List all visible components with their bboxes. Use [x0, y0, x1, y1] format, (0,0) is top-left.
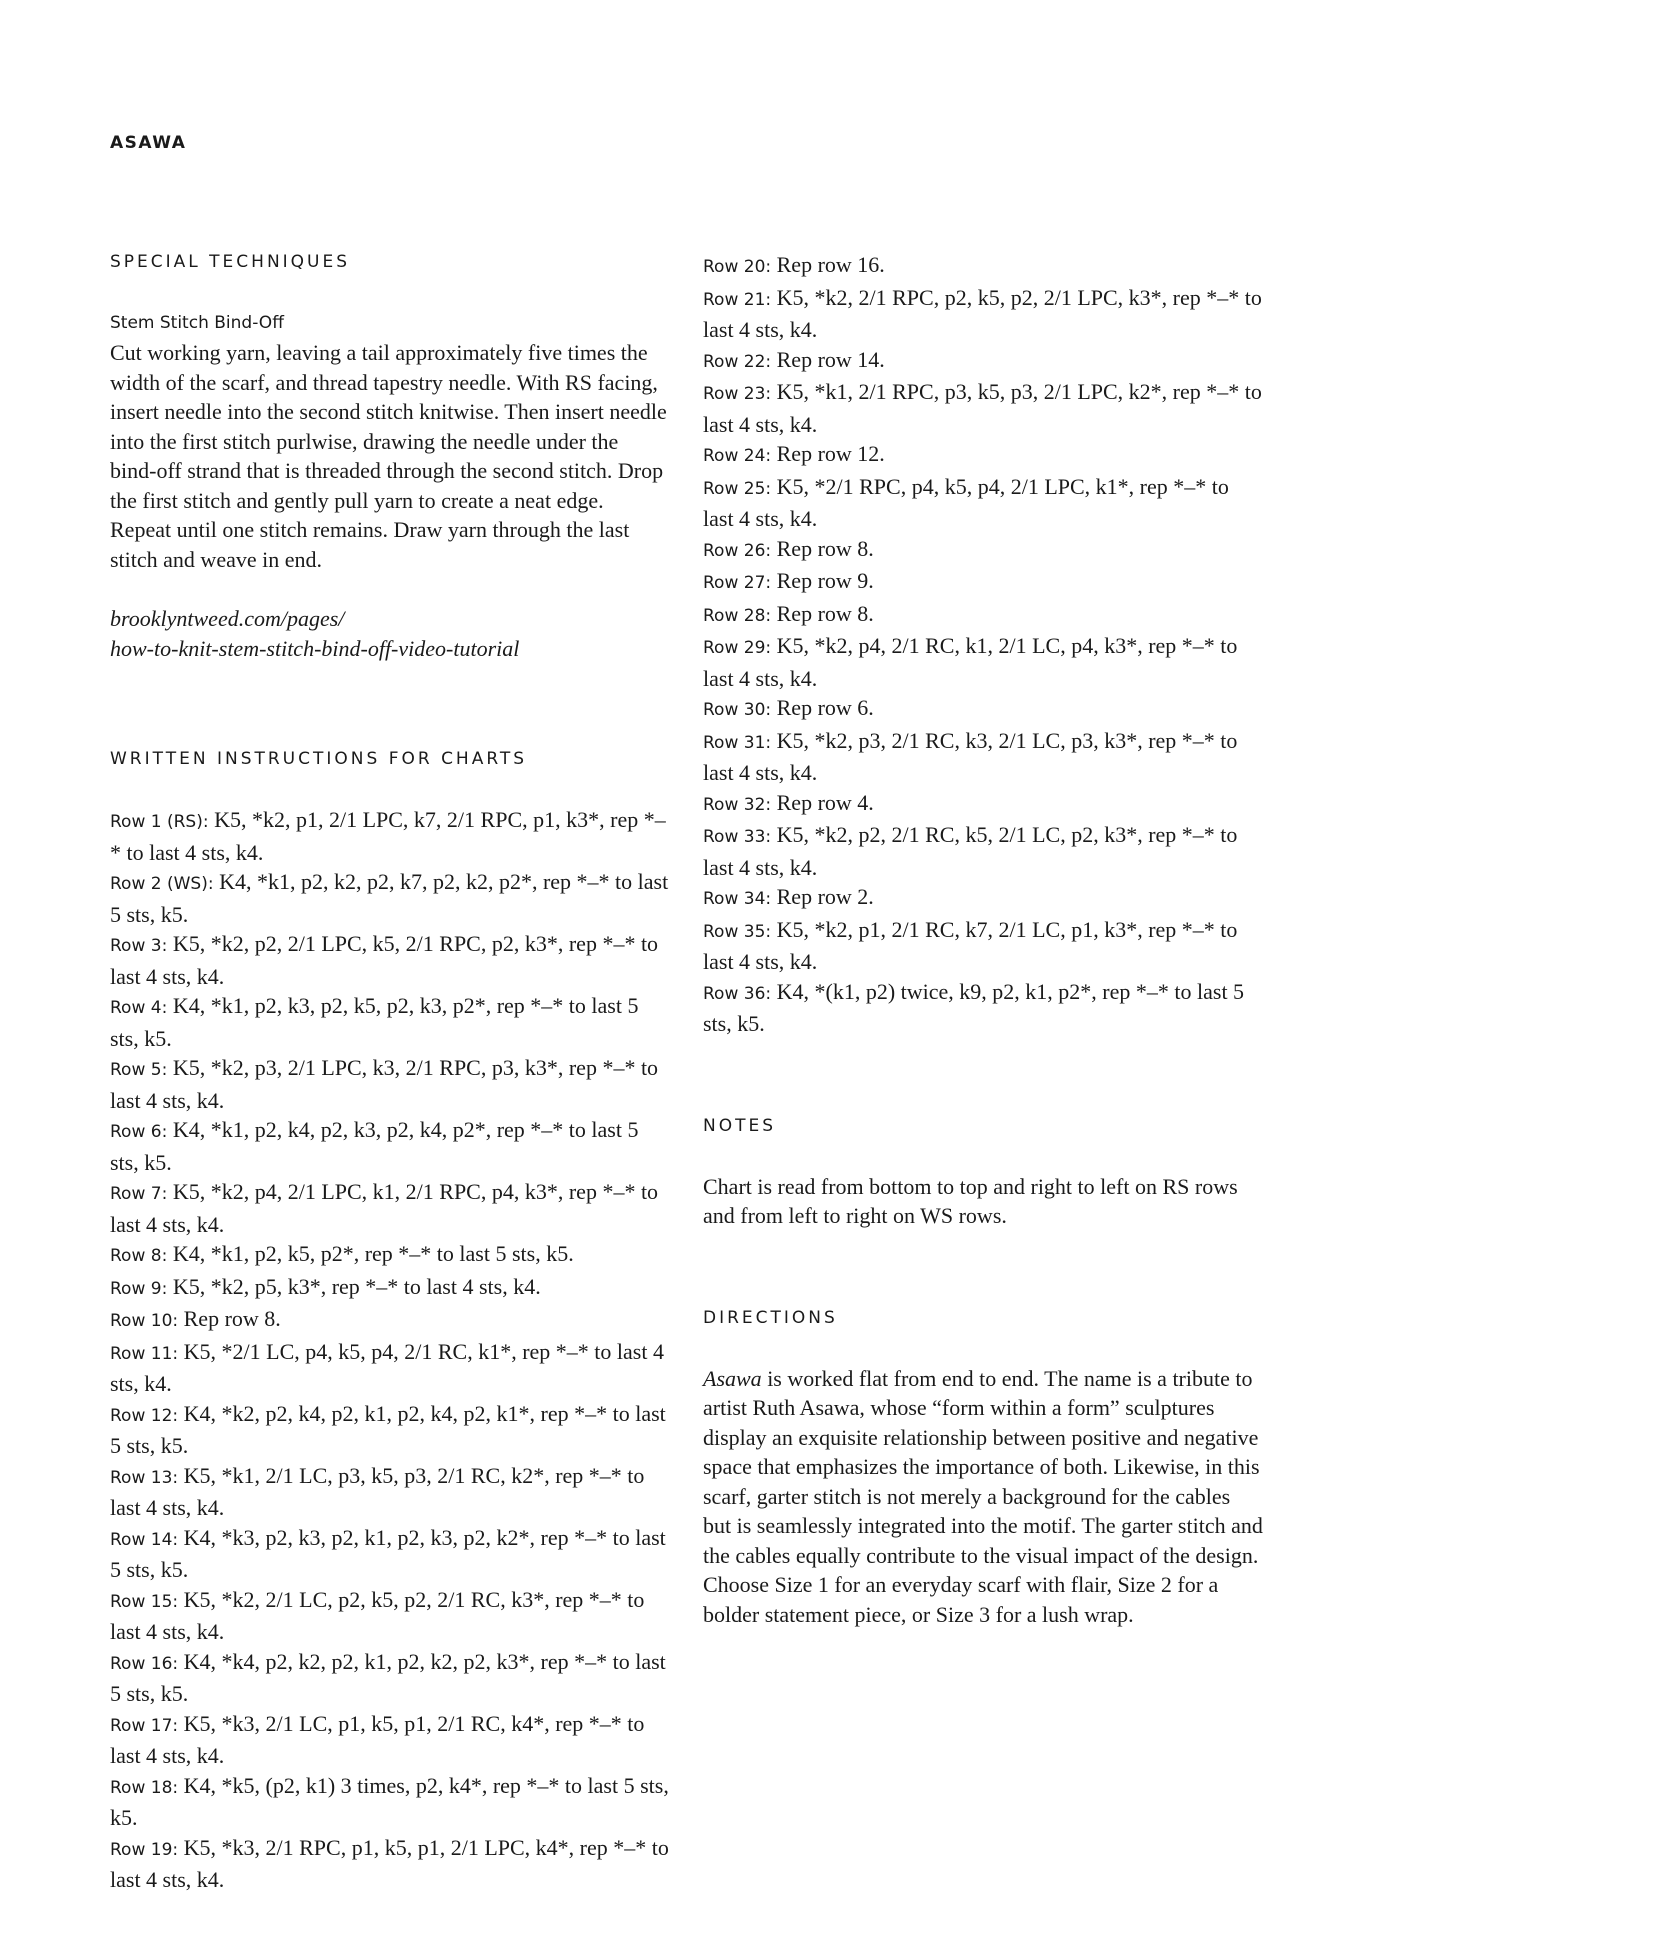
row-label: Row 11:: [110, 1343, 179, 1364]
row-label: Row 29:: [703, 638, 772, 658]
instruction-row: [110, 991, 670, 1053]
instruction-row: [110, 1399, 670, 1461]
row-label: Row 34:: [703, 889, 772, 909]
row-text: K5, *k2, p4, 2/1 LPC, k1, 2/1 RPC, p4, k3*, rep *–* to last 4 sts, k4.: [110, 1179, 659, 1237]
instruction-rows-left: [110, 805, 670, 1895]
tutorial-link-line2[interactable]: how-to-knit-stem-stitch-bind-off-video-tutorial: [110, 635, 520, 661]
row-text: K4, *k1, p2, k5, p2*, rep *–* to last 5 sts, k5.: [167, 1241, 574, 1266]
row-text: K4, *k2, p2, k4, p2, k1, p2, k4, p2, k1*, rep *–* to last 5 sts, k5.: [110, 1400, 666, 1458]
instruction-row: [110, 1461, 670, 1523]
row-label: Row 20:: [703, 257, 772, 277]
row-text: Rep row 9.: [771, 568, 874, 593]
directions-section: [703, 1306, 1263, 1630]
instruction-row: [703, 599, 1263, 632]
notes-section: [703, 1114, 1263, 1231]
instruction-row: [110, 929, 670, 991]
row-label: Row 25:: [703, 478, 772, 499]
row-label: Row 12:: [110, 1405, 179, 1426]
row-label: Row 36:: [703, 983, 772, 1004]
row-label: Row 17:: [110, 1715, 179, 1736]
stem-stitch-body: Cut working yarn, leaving a tail approximately five times the width of the scarf, and thread tapestry needle. With RS facing, insert needle into the second stitch knitwise. Then insert needle into the first stitch purlwise, drawing the needle under the bind-off strand that is threaded through the second stitch. Drop the first stitch and gently pull yarn to create a neat edge. Repeat until one stitch remains. Draw yarn through the last stitch and weave in end.: [110, 340, 667, 572]
row-text: K5, *k2, p3, 2/1 RC, k3, 2/1 LC, p3, k3*, rep *–* to last 4 sts, k4.: [703, 727, 1238, 785]
row-text: Rep row 14.: [771, 346, 885, 372]
row-label: Row 10:: [110, 1311, 179, 1331]
row-text: K5, *k2, p2, 2/1 LPC, k5, 2/1 RPC, p2, k3*, rep *–* to last 4 sts, k4.: [110, 931, 659, 989]
instruction-rows-right: [703, 250, 1263, 1039]
row-label: Row 31:: [703, 732, 772, 753]
row-label: Row 3:: [110, 936, 168, 956]
row-label: Row 19:: [110, 1839, 179, 1860]
instruction-row: [703, 977, 1263, 1039]
instruction-row: [110, 1585, 670, 1647]
row-text: K5, *k2, p2, 2/1 RC, k5, 2/1 LC, p2, k3*, rep *–* to last 4 sts, k4.: [703, 822, 1238, 880]
row-label: Row 18:: [110, 1777, 179, 1798]
instruction-row: [703, 250, 1263, 283]
instruction-row: [110, 1647, 670, 1709]
instruction-row: [703, 345, 1263, 378]
row-text: K5, *k2, p1, 2/1 LPC, k7, 2/1 RPC, p1, k3*, rep *–* to last 4 sts, k4.: [110, 807, 666, 865]
row-label: Row 21:: [703, 289, 772, 310]
row-label: Row 7:: [110, 1184, 168, 1204]
row-label: Row 33:: [703, 827, 772, 847]
instruction-row: [110, 1239, 670, 1272]
instruction-row: [703, 915, 1263, 977]
row-text: K4, *k5, (p2, k1) 3 times, p2, k4*, rep *–* to last 5 sts, k5.: [110, 1772, 669, 1830]
row-text: Rep row 8.: [178, 1306, 281, 1331]
row-text: Rep row 12.: [771, 441, 885, 466]
instruction-row: [703, 726, 1263, 788]
directions-heading: DIRECTIONS: [703, 1307, 838, 1328]
instruction-row: [110, 1115, 670, 1177]
pattern-title: ASAWA: [110, 133, 187, 153]
row-text: Rep row 16.: [771, 252, 885, 277]
row-label: Row 4:: [110, 998, 168, 1018]
row-text: K5, *k2, 2/1 RPC, p2, k5, p2, 2/1 LPC, k3*, rep *–* to last 4 sts, k4.: [703, 284, 1262, 342]
row-text: Rep row 2.: [771, 884, 874, 909]
row-text: K5, *k2, p5, k3*, rep *–* to last 4 sts, k4.: [167, 1273, 541, 1299]
instruction-row: [703, 377, 1263, 439]
instruction-row: [703, 631, 1263, 693]
row-label: Row 2 (WS):: [110, 874, 214, 894]
row-label: Row 5:: [110, 1060, 168, 1080]
row-label: Row 23:: [703, 384, 772, 404]
special-techniques-section: [110, 250, 670, 663]
row-label: Row 22:: [703, 351, 772, 372]
row-label: Row 26:: [703, 540, 772, 561]
row-text: K4, *(k1, p2) twice, k9, p2, k1, p2*, rep *–* to last 5 sts, k5.: [703, 978, 1245, 1036]
row-text: K5, *k1, 2/1 RPC, p3, k5, p3, 2/1 LPC, k2*, rep *–* to last 4 sts, k4.: [703, 379, 1262, 437]
instruction-row: [110, 805, 670, 867]
row-label: Row 35:: [703, 921, 772, 942]
row-text: K5, *k3, 2/1 RPC, p1, k5, p1, 2/1 LPC, k4*, rep *–* to last 4 sts, k4.: [110, 1834, 669, 1892]
instruction-row: [703, 283, 1263, 345]
instruction-row: [703, 820, 1263, 882]
tutorial-link[interactable]: [110, 604, 670, 663]
written-instructions-section: [110, 747, 670, 1895]
directions-text: is worked flat from end to end. The name is a tribute to artist Ruth Asawa, whose “form within a form” sculptures display an exquisite relationship between positive and negative space that emphasizes the importance of both. Likewise, in this scarf, garter stitch is not merely a background for the cables but is seamlessly integrated into the motif. The garter stitch and the cables equally contribute to the visual impact of the design. Choose Size 1 for an everyday scarf with flair, Size 2 for a bolder statement piece, or Size 3 for a lush wrap.: [703, 1365, 1263, 1627]
instruction-row: [703, 882, 1263, 915]
directions-pattern-name: Asawa: [703, 1365, 762, 1391]
left-column: [110, 250, 670, 1895]
row-text: K5, *k2, p3, 2/1 LPC, k3, 2/1 RPC, p3, k3*, rep *–* to last 4 sts, k4.: [110, 1055, 659, 1113]
stem-stitch-subheading: Stem Stitch Bind-Off: [110, 313, 284, 333]
row-text: K5, *k1, 2/1 LC, p3, k5, p3, 2/1 RC, k2*, rep *–* to last 4 sts, k4.: [110, 1462, 645, 1520]
instruction-row: [703, 693, 1263, 726]
row-text: K4, *k1, p2, k4, p2, k3, p2, k4, p2*, rep *–* to last 5 sts, k5.: [110, 1117, 639, 1175]
row-label: Row 8:: [110, 1246, 168, 1266]
instruction-row: [110, 1272, 670, 1305]
row-label: Row 14:: [110, 1529, 179, 1550]
instruction-row: [703, 788, 1263, 821]
special-techniques-heading: SPECIAL TECHNIQUES: [110, 252, 351, 272]
row-label: Row 1 (RS):: [110, 812, 209, 832]
instruction-row: [703, 472, 1263, 534]
row-label: Row 6:: [110, 1122, 168, 1142]
row-text: K5, *2/1 RPC, p4, k5, p4, 2/1 LPC, k1*, rep *–* to last 4 sts, k4.: [703, 473, 1229, 531]
row-label: Row 16:: [110, 1653, 179, 1674]
row-text: Rep row 6.: [771, 695, 874, 720]
tutorial-link-line1[interactable]: brooklyntweed.com/pages/: [110, 606, 345, 631]
instruction-row: [110, 1833, 670, 1895]
notes-body: Chart is read from bottom to top and right to left on RS rows and from left to right on WS rows.: [703, 1173, 1238, 1228]
instruction-row: [110, 1709, 670, 1771]
row-text: Rep row 8.: [771, 535, 874, 561]
right-column: [703, 250, 1263, 1629]
written-instructions-heading: WRITTEN INSTRUCTIONS FOR CHARTS: [110, 749, 528, 769]
notes-heading: NOTES: [703, 1115, 777, 1136]
row-text: K4, *k1, p2, k3, p2, k5, p2, k3, p2*, rep *–* to last 5 sts, k5.: [110, 993, 639, 1051]
row-text: K5, *2/1 LC, p4, k5, p4, 2/1 RC, k1*, rep *–* to last 4 sts, k4.: [110, 1338, 664, 1396]
row-label: Row 15:: [110, 1591, 179, 1612]
row-text: K5, *k2, p1, 2/1 RC, k7, 2/1 LC, p1, k3*, rep *–* to last 4 sts, k4.: [703, 916, 1238, 974]
row-label: Row 30:: [703, 700, 772, 720]
row-text: K4, *k4, p2, k2, p2, k1, p2, k2, p2, k3*, rep *–* to last 5 sts, k5.: [110, 1648, 666, 1706]
row-label: Row 27:: [703, 573, 772, 593]
row-text: Rep row 8.: [771, 600, 874, 626]
instruction-row: [110, 1304, 670, 1337]
instruction-row: [703, 439, 1263, 472]
row-label: Row 28:: [703, 605, 772, 626]
instruction-row: [703, 566, 1263, 599]
row-label: Row 9:: [110, 1278, 168, 1299]
instruction-row: [110, 1177, 670, 1239]
row-label: Row 24:: [703, 446, 772, 466]
instruction-row: [110, 1053, 670, 1115]
row-text: K4, *k1, p2, k2, p2, k7, p2, k2, p2*, rep *–* to last 5 sts, k5.: [110, 869, 669, 927]
instruction-row: [703, 534, 1263, 567]
instruction-row: [110, 1523, 670, 1585]
instruction-row: [110, 1771, 670, 1833]
row-label: Row 32:: [703, 794, 772, 815]
row-text: K5, *k2, 2/1 LC, p2, k5, p2, 2/1 RC, k3*, rep *–* to last 4 sts, k4.: [110, 1586, 645, 1644]
row-text: Rep row 4.: [771, 789, 874, 815]
instruction-row: [110, 867, 670, 929]
directions-body: [703, 1364, 1263, 1630]
row-text: K4, *k3, p2, k3, p2, k1, p2, k3, p2, k2*, rep *–* to last 5 sts, k5.: [110, 1524, 666, 1582]
row-text: K5, *k2, p4, 2/1 RC, k1, 2/1 LC, p4, k3*, rep *–* to last 4 sts, k4.: [703, 633, 1238, 691]
instruction-row: [110, 1337, 670, 1399]
row-label: Row 13:: [110, 1467, 179, 1488]
row-text: K5, *k3, 2/1 LC, p1, k5, p1, 2/1 RC, k4*, rep *–* to last 4 sts, k4.: [110, 1710, 645, 1768]
